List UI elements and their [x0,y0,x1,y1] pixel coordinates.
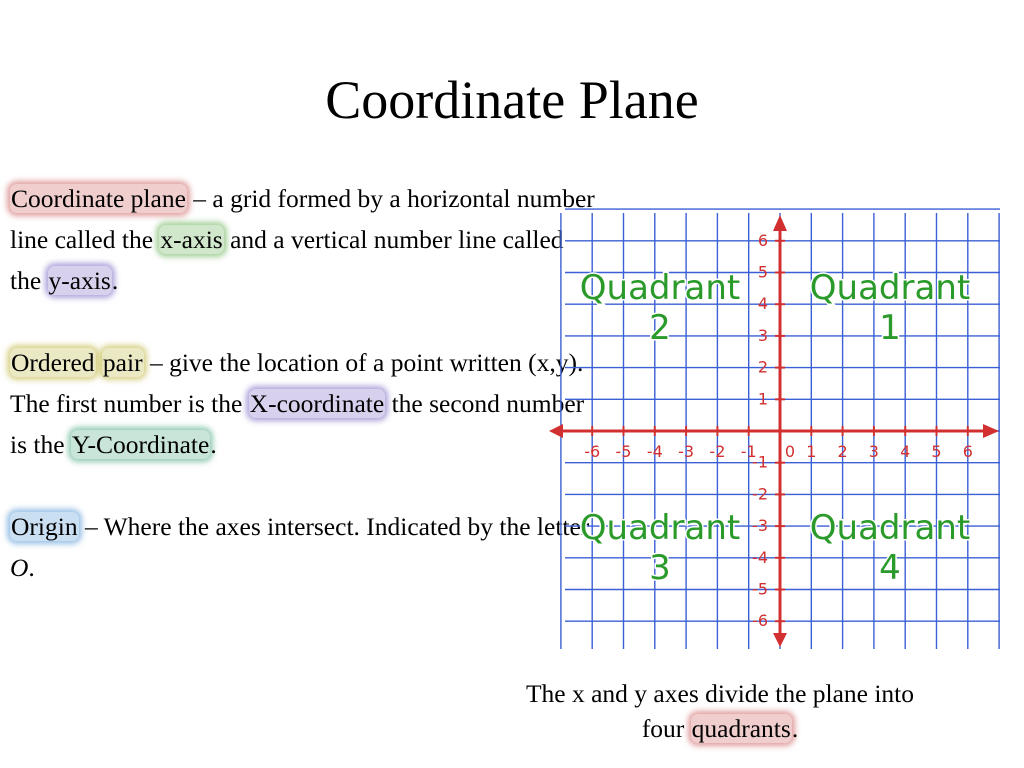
quadrant-label: Quadrant [579,508,741,548]
quadrant-label: Quadrant [579,268,741,308]
x-tick-label: -1 [740,442,757,461]
origin-label: 0 [784,442,796,461]
definition-text: . [28,553,35,582]
term-origin: Origin [11,512,78,541]
term-x-axis: x-axis [160,225,223,254]
y-tick-label: 6 [757,230,768,250]
x-tick-label: 4 [900,442,911,461]
coordinate-plane-svg [545,205,1005,651]
term-y-coordinate: Y-Coordinate [71,430,210,459]
origin-definition [10,506,595,588]
quadrant-label: Quadrant [809,268,971,308]
y-axis-arrow-up [773,215,787,231]
quadrant-number: 1 [879,308,901,348]
y-tick-label: 2 [757,357,768,377]
definition-text: – give the location of a point written (x,y). The first number is the [10,348,584,418]
quadrant-number: 3 [649,548,671,588]
quadrant-number: 4 [879,548,901,588]
y-tick-label: -5 [752,579,768,599]
term-x-coordinate: X-coordinate [249,389,385,418]
caption-text: . [791,714,799,743]
x-axis-arrow-left [549,424,563,438]
definition-text: and a vertical number line called the [10,225,564,295]
x-tick-label: -3 [678,442,695,461]
y-tick-label: -1 [752,452,768,472]
x-tick-label: -4 [646,442,663,461]
quadrant-label: Quadrant [809,508,971,548]
y-tick-label: 4 [757,294,768,314]
coordinate-plane-definition [10,178,595,301]
definition-text: – Where the axes intersect. Indicated by the letter [78,512,590,541]
y-axis-arrow-down [773,633,787,647]
x-tick-label: -6 [584,442,601,461]
term-y-axis: y-axis [48,266,111,295]
x-tick-label: 5 [931,442,942,461]
x-tick-label: 2 [837,442,848,461]
definition-text: . [111,266,119,295]
x-tick-label: -5 [615,442,632,461]
y-tick-label: 1 [757,389,768,409]
y-tick-label: 5 [757,262,768,282]
definitions-text [10,178,595,629]
term-ordered: Ordered [11,348,95,377]
x-tick-label: 1 [806,442,817,461]
slide-title: Coordinate Plane [325,70,699,130]
term-coordinate-plane: Coordinate plane [11,184,186,213]
y-tick-label: -2 [752,484,768,504]
ordered-pair-definition [10,342,595,465]
term-quadrants: quadrants [691,714,791,743]
definition-text: – a grid formed by a horizontal number line called the [10,184,595,254]
y-tick-label: -6 [752,611,768,631]
y-tick-label: -3 [752,516,768,536]
x-tick-label: 6 [962,442,973,461]
x-tick-label: 3 [868,442,879,461]
y-tick-label: 3 [757,325,768,345]
caption [520,676,920,746]
caption-text: The x and y axes divide the plane into four [525,679,915,743]
term-pair: pair [102,348,143,377]
quadrant-number: 2 [649,308,671,348]
definition-text: . [210,430,217,459]
definition-text: the second number is the [10,389,585,459]
origin-letter: O [10,553,29,582]
x-axis-arrow-right [983,424,999,438]
x-tick-label: -2 [709,442,726,461]
y-tick-label: -4 [752,547,768,567]
coordinate-plane-graph [545,205,1005,651]
